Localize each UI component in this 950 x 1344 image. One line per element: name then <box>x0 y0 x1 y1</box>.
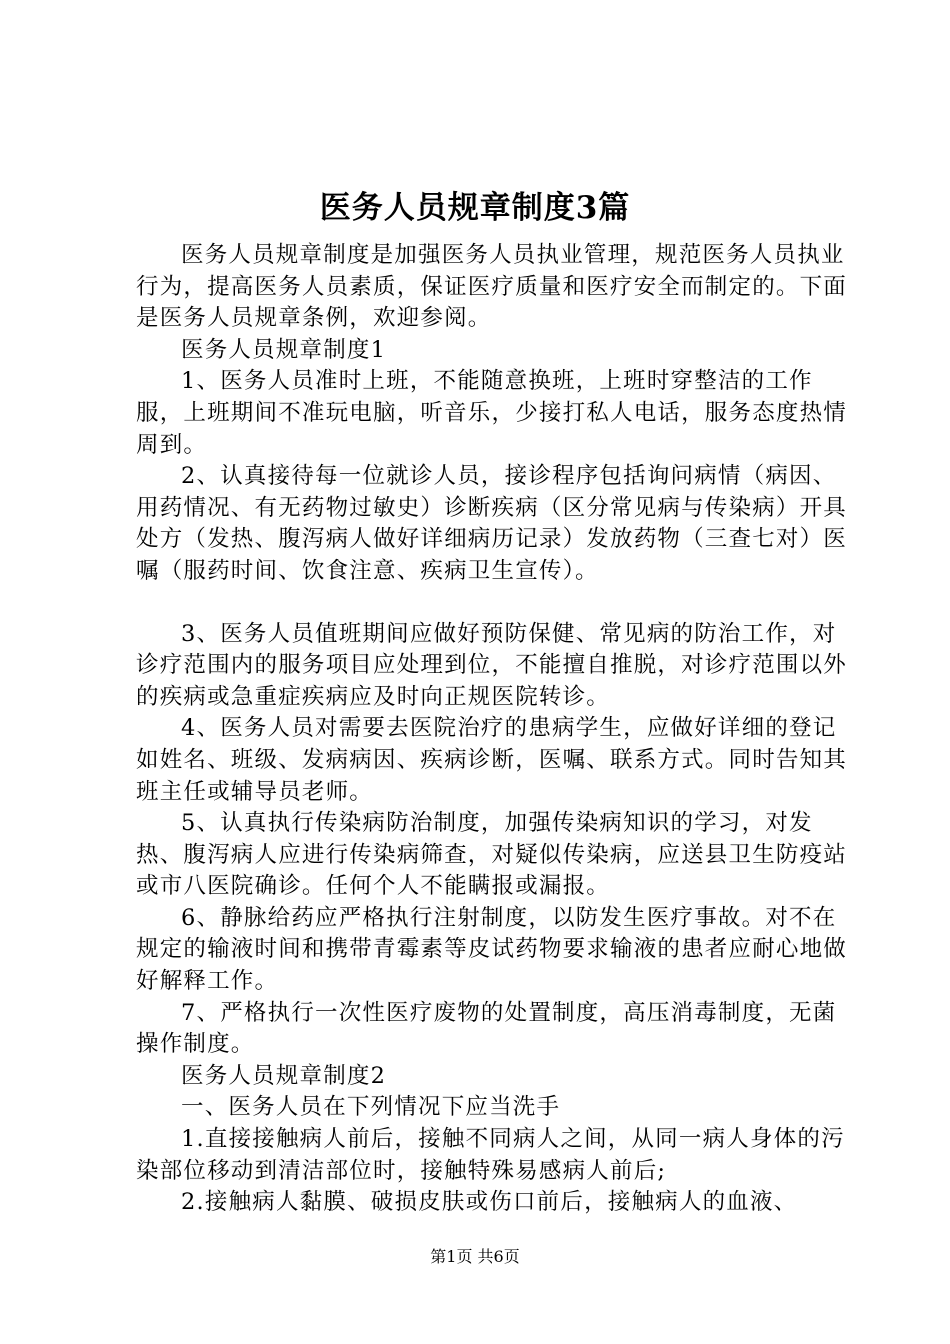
rule-item-1: 1、医务人员准时上班，不能随意换班，上班时穿整洁的工作服，上班期间不准玩电脑，听音乐，少接打私人电话，服务态度热情周到。 <box>136 368 848 458</box>
subsection-heading: 一、医务人员在下列情况下应当洗手 <box>181 1094 561 1121</box>
handwash-item-2: 2.接触病人黏膜、破损皮肤或伤口前后，接触病人的血液、 <box>181 1189 798 1216</box>
rule-item-2: 2、认真接待每一位就诊人员，接诊程序包括询问病情（病因、用药情况、有无药物过敏史）诊断疾病（区分常见病与传染病）开具处方（发热、腹泻病人做好详细病历记录）发放药物（三查七对）医嘱（服药时间、饮食注意、疾病卫生宣传）。 <box>136 463 848 584</box>
page-number-footer: 第1页 共6页 <box>430 1247 520 1266</box>
section-heading-1: 医务人员规章制度1 <box>181 336 387 363</box>
rule-item-7: 7、严格执行一次性医疗废物的处置制度，高压消毒制度，无菌操作制度。 <box>136 999 837 1058</box>
rule-item-6: 6、静脉给药应严格执行注射制度，以防发生医疗事故。对不在规定的输液时间和携带青霉素等皮试药物要求输液的患者应耐心地做好解释工作。 <box>136 904 848 995</box>
intro-paragraph: 医务人员规章制度是加强医务人员执业管理，规范医务人员执业行为，提高医务人员素质，保证医疗质量和医疗安全而制定的。下面是医务人员规章条例，欢迎参阅。 <box>136 242 848 332</box>
rule-item-4: 4、医务人员对需要去医院治疗的患病学生，应做好详细的登记如姓名、班级、发病病因、疾病诊断，医嘱、联系方式。同时告知其班主任或辅导员老师。 <box>136 715 848 805</box>
rule-item-5: 5、认真执行传染病防治制度，加强传染病知识的学习，对发热、腹泻病人应进行传染病筛查，对疑似传染病，应送县卫生防疫站或市八医院确诊。任何个人不能瞒报或漏报。 <box>136 810 848 900</box>
rule-item-3: 3、医务人员值班期间应做好预防保健、常见病的防治工作，对诊疗范围内的服务项目应处理到位，不能擅自推脱，对诊疗范围以外的疾病或急重症疾病应及时向正规医院转诊。 <box>136 620 848 710</box>
document-title: 医务人员规章制度3篇 <box>319 190 631 226</box>
section-heading-2: 医务人员规章制度2 <box>181 1062 387 1089</box>
document-body <box>136 240 848 1219</box>
handwash-item-1: 1.直接接触病人前后，接触不同病人之间，从同一病人身体的污染部位移动到清洁部位时，接触特殊易感病人前后; <box>136 1126 845 1184</box>
